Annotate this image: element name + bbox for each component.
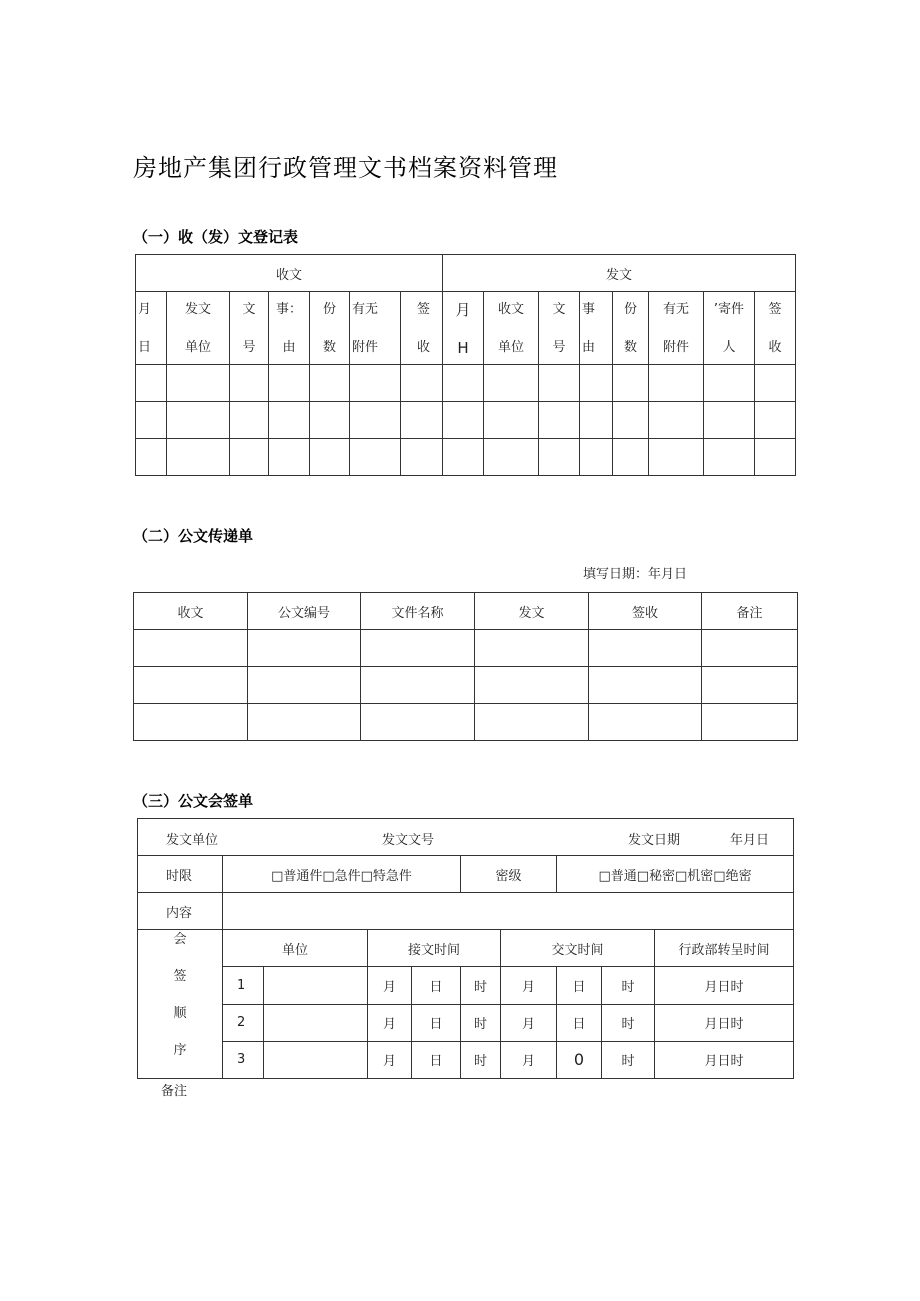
table-cell[interactable]	[704, 402, 755, 439]
table-cell[interactable]	[580, 402, 613, 439]
secrecy-options[interactable]: □普通□秘密□机密□绝密	[557, 856, 794, 893]
sign-order-label: 会 签 顺 序	[138, 930, 223, 1079]
table-cell[interactable]	[589, 630, 702, 667]
table-row	[138, 1004, 794, 1041]
col-receive-subject: 事： 由	[269, 292, 310, 365]
header-send: 发文	[475, 593, 589, 630]
table-cell[interactable]	[310, 365, 350, 402]
handover-time-header: 交文时间	[501, 930, 655, 967]
receive-day: 日	[412, 1004, 461, 1041]
table-cell[interactable]	[484, 402, 539, 439]
table-cell[interactable]	[443, 402, 484, 439]
row-number: 1	[223, 967, 264, 1004]
col-receive-docno: 文 号	[230, 292, 269, 365]
table-cell[interactable]	[310, 402, 350, 439]
table-cell[interactable]	[613, 439, 649, 476]
col-send-recipient: 收文 单位	[484, 292, 539, 365]
table-cell[interactable]	[167, 365, 230, 402]
receive-day: 日	[412, 1041, 461, 1078]
table-cell[interactable]	[136, 439, 167, 476]
table-cell[interactable]	[589, 704, 702, 741]
col-receive-issuer: 发文 单位	[167, 292, 230, 365]
table-cell[interactable]	[613, 365, 649, 402]
table-cell[interactable]	[484, 365, 539, 402]
table-cell[interactable]	[704, 439, 755, 476]
table-cell[interactable]	[755, 365, 796, 402]
handover-month: 月	[501, 1004, 557, 1041]
table-row	[134, 704, 798, 741]
table-cell[interactable]	[613, 402, 649, 439]
table-cell[interactable]	[484, 439, 539, 476]
col-send-copies: 份 数	[613, 292, 649, 365]
col-receive-date: 月 日	[136, 292, 167, 365]
handover-hour: 时	[602, 1041, 655, 1078]
table-cell[interactable]	[350, 439, 401, 476]
table-cell[interactable]	[401, 365, 443, 402]
content-field[interactable]	[223, 893, 794, 930]
handover-day: 日	[557, 967, 602, 1004]
col-receive-copies: 份 数	[310, 292, 350, 365]
table-cell[interactable]	[269, 365, 310, 402]
unit-field[interactable]	[264, 967, 368, 1004]
table-cell[interactable]	[443, 439, 484, 476]
table-row	[136, 402, 796, 439]
table-cell[interactable]	[401, 402, 443, 439]
admin-time: 月日时	[655, 1041, 794, 1078]
col-send-date: 月 H	[443, 292, 484, 365]
table-cell[interactable]	[167, 402, 230, 439]
secrecy-label: 密级	[461, 856, 557, 893]
table-cell[interactable]	[230, 402, 269, 439]
table-cell[interactable]	[134, 667, 248, 704]
table-cell[interactable]	[136, 402, 167, 439]
table-cell[interactable]	[589, 667, 702, 704]
receive-hour: 时	[461, 1004, 501, 1041]
fill-date-label: 填写日期：年月日	[583, 567, 688, 582]
table-cell[interactable]	[230, 365, 269, 402]
group-receive-header: 收文	[136, 255, 443, 292]
table-cell[interactable]	[580, 365, 613, 402]
col-send-subject: 事 由	[580, 292, 613, 365]
countersign-table	[137, 818, 794, 1079]
table-cell[interactable]	[401, 439, 443, 476]
table-cell[interactable]	[475, 667, 589, 704]
col-send-sign: 签 收	[755, 292, 796, 365]
table-cell[interactable]	[649, 439, 704, 476]
handover-month: 月	[501, 1041, 557, 1078]
table-cell[interactable]	[702, 704, 798, 741]
table-cell[interactable]	[230, 439, 269, 476]
table-cell[interactable]	[310, 439, 350, 476]
table-cell[interactable]	[134, 704, 248, 741]
table-cell[interactable]	[702, 667, 798, 704]
table-cell[interactable]	[248, 630, 361, 667]
table-cell[interactable]	[361, 630, 475, 667]
receive-day: 日	[412, 967, 461, 1004]
table-cell[interactable]	[755, 439, 796, 476]
receive-month: 月	[368, 967, 412, 1004]
table-cell[interactable]	[269, 439, 310, 476]
receive-time-header: 接文时间	[368, 930, 501, 967]
table-row	[136, 439, 796, 476]
table-cell[interactable]	[167, 439, 230, 476]
receive-hour: 时	[461, 1041, 501, 1078]
table-cell[interactable]	[134, 630, 248, 667]
header-receive: 收文	[134, 593, 248, 630]
table-cell[interactable]	[702, 630, 798, 667]
content-label: 内容	[138, 893, 223, 930]
header-sign: 签收	[589, 593, 702, 630]
issuer-label: 发文单位	[166, 833, 219, 848]
table-cell[interactable]	[248, 667, 361, 704]
table-cell[interactable]	[136, 365, 167, 402]
time-limit-label: 时限	[138, 856, 223, 893]
section-heading-3: （三）公文会签单	[133, 792, 254, 810]
header-remark: 备注	[702, 593, 798, 630]
table-cell[interactable]	[475, 630, 589, 667]
section-heading-2: （二）公文传递单	[133, 527, 254, 545]
header-file-name: 文件名称	[361, 593, 475, 630]
col-send-attachment: 有无 附件	[649, 292, 704, 365]
section-heading-1: （一）收（发）文登记表	[133, 228, 299, 246]
table-row	[134, 630, 798, 667]
receive-send-register-table	[135, 254, 796, 476]
page-title: 房地产集团行政管理文书档案资料管理	[133, 154, 558, 182]
table-row	[134, 667, 798, 704]
table-cell[interactable]	[475, 704, 589, 741]
handover-day: 0	[557, 1041, 602, 1078]
table-cell[interactable]	[350, 402, 401, 439]
table-cell[interactable]	[649, 365, 704, 402]
table-cell[interactable]	[755, 402, 796, 439]
col-send-sender: ’寄件 人	[704, 292, 755, 365]
table-cell[interactable]	[248, 704, 361, 741]
table-cell[interactable]	[704, 365, 755, 402]
row-number: 3	[223, 1041, 264, 1078]
group-send-header: 发文	[443, 255, 796, 292]
document-transmittal-table	[133, 592, 798, 741]
table-cell[interactable]	[443, 365, 484, 402]
table-row	[138, 1041, 794, 1078]
handover-hour: 时	[602, 1004, 655, 1041]
col-receive-attachment: 有无 附件	[350, 292, 401, 365]
receive-hour: 时	[461, 967, 501, 1004]
row-number: 2	[223, 1004, 264, 1041]
admin-time: 月日时	[655, 1004, 794, 1041]
receive-month: 月	[368, 1041, 412, 1078]
col-receive-sign: 签 收	[401, 292, 443, 365]
table-row	[138, 967, 794, 1004]
table-cell[interactable]	[361, 667, 475, 704]
handover-hour: 时	[602, 967, 655, 1004]
remark-label: 备注	[161, 1084, 188, 1099]
handover-month: 月	[501, 967, 557, 1004]
admin-time-header: 行政部转呈时间	[655, 930, 794, 967]
admin-time: 月日时	[655, 967, 794, 1004]
table-cell[interactable]	[361, 704, 475, 741]
col-send-docno: 文 号	[539, 292, 580, 365]
table-cell[interactable]	[539, 365, 580, 402]
table-cell[interactable]	[580, 439, 613, 476]
header-info-row	[138, 819, 794, 856]
table-cell[interactable]	[539, 402, 580, 439]
table-cell[interactable]	[269, 402, 310, 439]
unit-field[interactable]	[264, 1041, 368, 1078]
handover-day: 日	[557, 1004, 602, 1041]
unit-header: 单位	[223, 930, 368, 967]
unit-field[interactable]	[264, 1004, 368, 1041]
doc-no-label: 发文文号	[382, 833, 435, 848]
table-cell[interactable]	[350, 365, 401, 402]
issue-date-label: 发文日期	[628, 833, 681, 848]
table-row	[136, 365, 796, 402]
header-doc-number: 公文编号	[248, 593, 361, 630]
issue-date-ymd: 年月日	[730, 833, 770, 848]
table-cell[interactable]	[649, 402, 704, 439]
table-cell[interactable]	[539, 439, 580, 476]
receive-month: 月	[368, 1004, 412, 1041]
urgency-options[interactable]: □普通件□急件□特急件	[223, 856, 461, 893]
